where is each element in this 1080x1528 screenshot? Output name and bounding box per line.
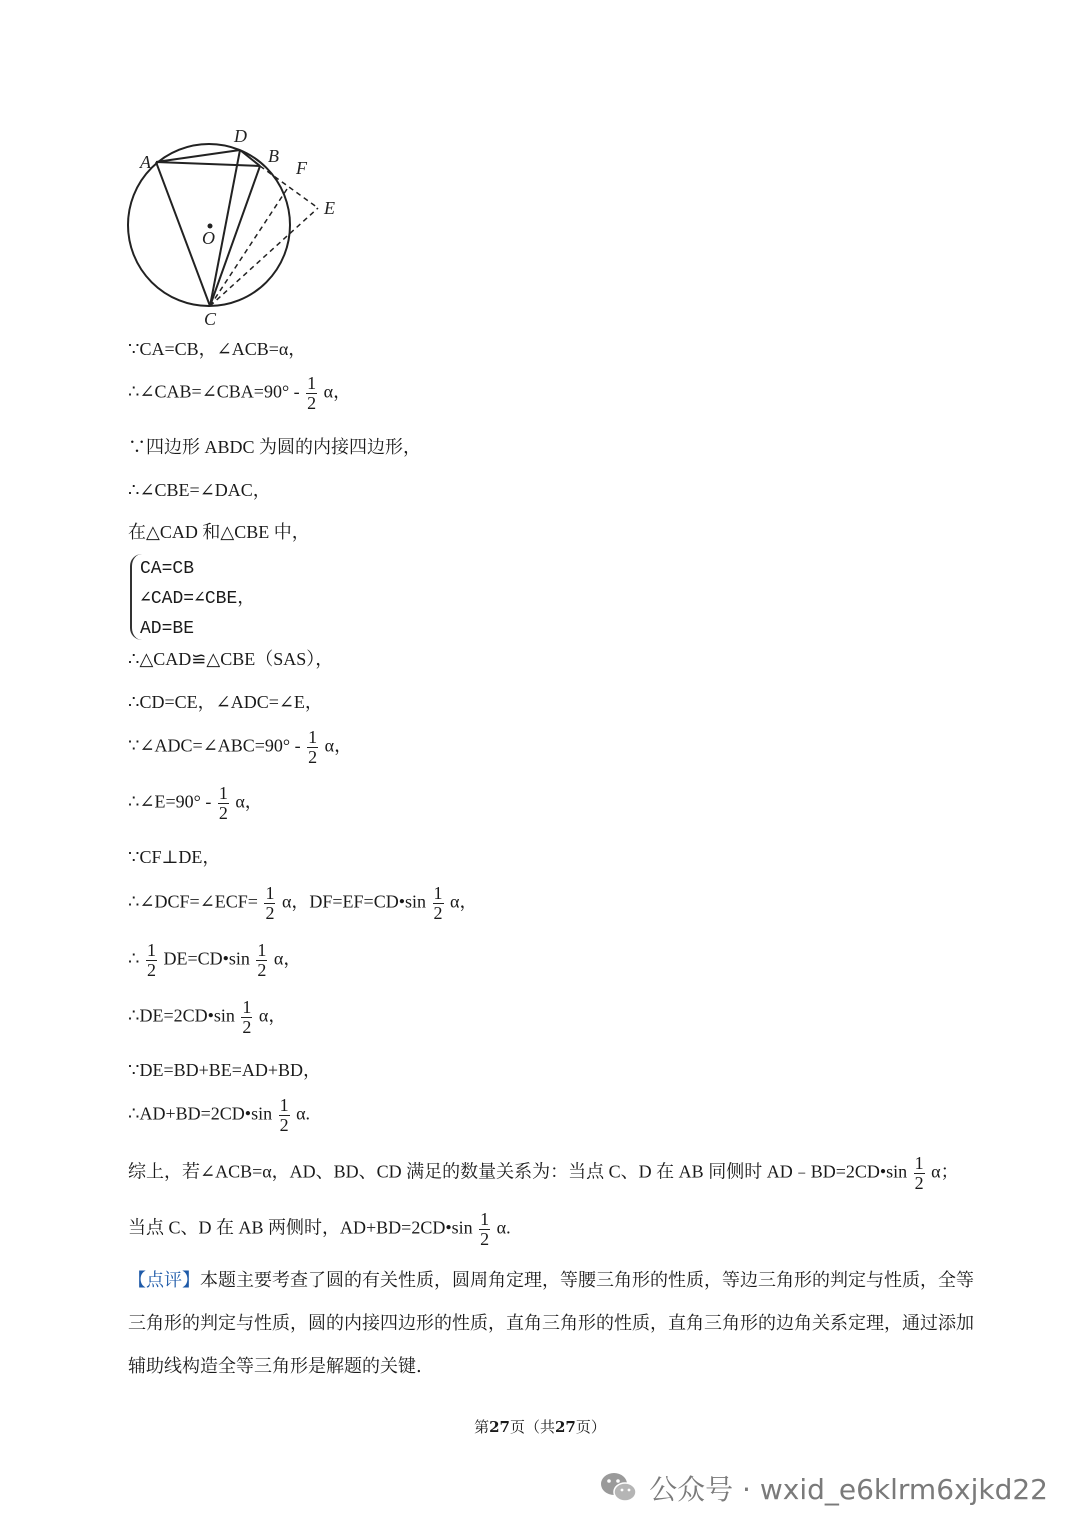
page-number: 27 xyxy=(489,1418,510,1436)
fraction-half: $\frac{1}{2}$ xyxy=(308,727,318,767)
label-c: C xyxy=(204,309,217,329)
label-b: B xyxy=(268,146,279,166)
label-o: O xyxy=(202,228,215,248)
watermark-text: 公众号 · wxid_e6klrm6xjkd22 xyxy=(649,1473,1048,1506)
label-d: D xyxy=(234,126,247,146)
comment-block xyxy=(128,1259,988,1388)
fraction-half: $\frac{1}{2}$ xyxy=(914,1153,924,1193)
proof-line: ∵CF⊥DE， xyxy=(128,847,221,867)
proof-line: ∴∠E=90° - $\frac{1}{2}$ α， xyxy=(128,783,263,823)
label-a: A xyxy=(140,152,151,172)
circle-diagram xyxy=(118,122,358,332)
label-f: F xyxy=(296,158,307,178)
proof-line: ∴∠DCF=∠ECF= $\frac{1}{2}$ α，DF=EF=CD•sin $\frac{1}{2}$ α， xyxy=(128,883,478,923)
fraction-half: $\frac{1}{2}$ xyxy=(257,940,267,980)
conclusion-line: 综上，若∠ACB=α，AD、BD、CD 满足的数量关系为：当点 C、D 在 AB 同侧时 AD﹣BD=2CD•sin $\frac{1}{2}$ α； xyxy=(128,1153,959,1193)
fraction-half: $\frac{1}{2}$ xyxy=(265,883,275,923)
proof-line: ∴∠CAB=∠CBA=90° - $\frac{1}{2}$ α， xyxy=(128,373,352,413)
geometry-figure xyxy=(118,122,358,332)
page-total: 27 xyxy=(555,1418,576,1436)
equation-system: CA=CB ∠CAD=∠CBE， AD=BE xyxy=(130,554,255,640)
fraction-half: $\frac{1}{2}$ xyxy=(279,1095,289,1135)
wechat-icon xyxy=(599,1470,639,1506)
comment-tag: 【点评】 xyxy=(128,1270,200,1291)
proof-line: 在△CAD 和△CBE 中， xyxy=(128,522,310,542)
proof-line: ∵∠ADC=∠ABC=90° - $\frac{1}{2}$ α， xyxy=(128,727,353,767)
proof-line: ∴AD+BD=2CD•sin $\frac{1}{2}$ α. xyxy=(128,1095,311,1135)
proof-line: ∵四边形 ABDC 为圆的内接四边形， xyxy=(128,437,422,457)
proof-line: ∵DE=BD+BE=AD+BD， xyxy=(128,1060,322,1080)
fraction-half: $\frac{1}{2}$ xyxy=(433,883,443,923)
fraction-half: $\frac{1}{2}$ xyxy=(218,783,228,823)
page-footer: 第27页（共27页） xyxy=(474,1418,606,1436)
proof-line: ∴CD=CE，∠ADC=∠E， xyxy=(128,692,323,712)
comment-text: 本题主要考查了圆的有关性质，圆周角定理，等腰三角形的性质，等边三角形的判定与性质，全等三角形的判定与性质，圆的内接四边形的性质，直角三角形的性质，直角三角形的边角关系定理，通过添加辅助线构造全等三角形是解题的关键. xyxy=(128,1270,974,1377)
proof-line: ∴∠CBE=∠DAC， xyxy=(128,480,271,500)
conclusion-line: 当点 C、D 在 AB 两侧时，AD+BD=2CD•sin $\frac{1}{2}$ α. xyxy=(128,1209,511,1249)
proof-line: ∵CA=CB，∠ACB=α， xyxy=(128,339,307,359)
proof-line: ∴DE=2CD•sin $\frac{1}{2}$ α， xyxy=(128,997,287,1037)
watermark xyxy=(599,1466,1048,1510)
fraction-half: $\frac{1}{2}$ xyxy=(242,997,252,1037)
fraction-half: $\frac{1}{2}$ xyxy=(480,1209,490,1249)
fraction-half: $\frac{1}{2}$ xyxy=(307,373,317,413)
proof-line: ∴ $\frac{1}{2}$ DE=CD•sin $\frac{1}{2}$ α， xyxy=(128,940,302,980)
label-e: E xyxy=(324,198,335,218)
fraction-half: $\frac{1}{2}$ xyxy=(146,940,156,980)
proof-line: ∴△CAD≌△CBE（SAS）， xyxy=(128,649,334,669)
